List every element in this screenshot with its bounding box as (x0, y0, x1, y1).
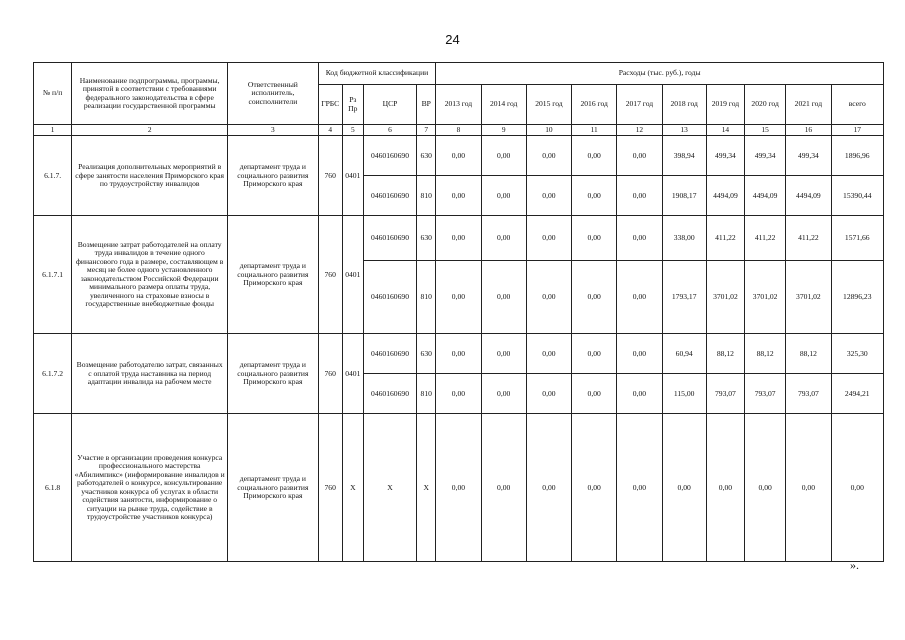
row-value: 0,00 (617, 334, 662, 374)
row-value: 499,34 (745, 136, 786, 176)
header-name: Наименование подпрограммы, программы, принятой в соответствии с требованиями федерального законодательства в сфере реализации государственной программы (72, 63, 228, 125)
row-value: 0,00 (526, 176, 571, 216)
row-executor: департамент труда и социального развития Приморского края (228, 414, 319, 562)
table-row (34, 216, 884, 261)
row-total: 2494,21 (831, 374, 883, 414)
row-value: 4494,09 (786, 176, 831, 216)
row-value: 499,34 (786, 136, 831, 176)
row-value: 1908,17 (662, 176, 706, 216)
row-value: 398,94 (662, 136, 706, 176)
header-executor: Ответственный исполнитель, соисполнители (228, 63, 319, 125)
row-value: 0,00 (706, 414, 744, 562)
row-value: 0,00 (526, 374, 571, 414)
column-number: 2 (72, 125, 228, 136)
header-year: 2013 год (436, 85, 481, 125)
row-value: 0,00 (436, 176, 481, 216)
column-number: 7 (417, 125, 436, 136)
closing-quote: ». (850, 558, 859, 572)
row-value: 0,00 (526, 414, 571, 562)
row-value: 0,00 (745, 414, 786, 562)
row-vr: 810 (417, 261, 436, 334)
row-value: 0,00 (481, 136, 526, 176)
column-number-row (34, 125, 884, 136)
row-value: 793,07 (706, 374, 744, 414)
row-number: 6.1.8 (34, 414, 72, 562)
header-csr: ЦСР (363, 85, 416, 125)
row-value: 0,00 (481, 176, 526, 216)
row-value: 793,07 (745, 374, 786, 414)
row-value: 338,00 (662, 216, 706, 261)
header-year: 2018 год (662, 85, 706, 125)
column-number: 4 (318, 125, 342, 136)
header-vr: ВР (417, 85, 436, 125)
header-total: всего (831, 85, 883, 125)
row-name: Реализация дополнительных мероприятий в сфере занятости населения Приморского края по трудоустройству инвалидов (72, 136, 228, 216)
row-value: 0,00 (526, 216, 571, 261)
header-year: 2020 год (745, 85, 786, 125)
row-rzpr: 0401 (342, 334, 363, 414)
header-num: № п/п (34, 63, 72, 125)
column-number: 11 (572, 125, 617, 136)
row-number: 6.1.7.1 (34, 216, 72, 334)
row-executor: департамент труда и социального развития Приморского края (228, 334, 319, 414)
header-year: 2017 год (617, 85, 662, 125)
header-year: 2019 год (706, 85, 744, 125)
header-year: 2016 год (572, 85, 617, 125)
row-rzpr: Х (342, 414, 363, 562)
row-value: 499,34 (706, 136, 744, 176)
row-value: 3701,02 (745, 261, 786, 334)
row-rzpr: 0401 (342, 136, 363, 216)
column-number: 12 (617, 125, 662, 136)
column-number: 13 (662, 125, 706, 136)
row-value: 0,00 (572, 176, 617, 216)
row-number: 6.1.7. (34, 136, 72, 216)
row-csr: Х (363, 414, 416, 562)
row-value: 3701,02 (706, 261, 744, 334)
row-value: 411,22 (706, 216, 744, 261)
row-value: 0,00 (572, 216, 617, 261)
row-value: 0,00 (436, 374, 481, 414)
row-value: 0,00 (572, 261, 617, 334)
row-total: 0,00 (831, 414, 883, 562)
column-number: 6 (363, 125, 416, 136)
row-name: Участие в организации проведения конкурса профессионального мастерства «Абилимпикс» (информирование инвалидов и работодателей о конкурсе, консультирование участников конкурса об услугах в области содействия занятости, информирование о ситуации на рынке труда, содействие в трудоустройстве участников конкурса) (72, 414, 228, 562)
row-value: 0,00 (526, 334, 571, 374)
row-grbs: 760 (318, 334, 342, 414)
row-grbs: 760 (318, 414, 342, 562)
row-vr: Х (417, 414, 436, 562)
row-value: 0,00 (526, 261, 571, 334)
row-name: Возмещение работодателю затрат, связанных с оплатой труда наставника на период адаптации инвалида на рабочем месте (72, 334, 228, 414)
row-vr: 630 (417, 216, 436, 261)
header-grbs: ГРБС (318, 85, 342, 125)
row-value: 411,22 (745, 216, 786, 261)
row-value: 0,00 (436, 216, 481, 261)
header-budget-code: Код бюджетной классификации (318, 63, 436, 85)
row-value: 0,00 (481, 334, 526, 374)
column-number: 15 (745, 125, 786, 136)
row-total: 325,30 (831, 334, 883, 374)
table-row (34, 334, 884, 374)
row-value: 0,00 (617, 374, 662, 414)
table-row (34, 136, 884, 176)
header-year: 2021 год (786, 85, 831, 125)
row-value: 115,00 (662, 374, 706, 414)
column-number: 3 (228, 125, 319, 136)
header-rzpr: Рз Пр (342, 85, 363, 125)
row-value: 0,00 (526, 136, 571, 176)
column-number: 16 (786, 125, 831, 136)
row-vr: 810 (417, 176, 436, 216)
column-number: 9 (481, 125, 526, 136)
row-csr: 0460160690 (363, 136, 416, 176)
header-year: 2014 год (481, 85, 526, 125)
row-value: 0,00 (436, 261, 481, 334)
row-value: 88,12 (706, 334, 744, 374)
row-value: 0,00 (617, 136, 662, 176)
budget-body (34, 136, 884, 562)
row-name: Возмещение затрат работодателей на оплату труда инвалидов в течение одного финансового года в размере, составляющем в месяц не более одного установленного законодательством Российской Федерации минимального размера оплаты труда, увеличенного на страховые взносы в государственные внебюджетные фонды (72, 216, 228, 334)
row-executor: департамент труда и социального развития Приморского края (228, 136, 319, 216)
row-grbs: 760 (318, 136, 342, 216)
row-value: 0,00 (572, 414, 617, 562)
row-value: 0,00 (572, 334, 617, 374)
row-total: 15390,44 (831, 176, 883, 216)
row-value: 0,00 (617, 414, 662, 562)
row-value: 4494,09 (706, 176, 744, 216)
row-value: 793,07 (786, 374, 831, 414)
column-number: 1 (34, 125, 72, 136)
column-number: 8 (436, 125, 481, 136)
row-value: 0,00 (481, 414, 526, 562)
row-value: 88,12 (745, 334, 786, 374)
row-value: 88,12 (786, 334, 831, 374)
row-csr: 0460160690 (363, 334, 416, 374)
row-value: 3701,02 (786, 261, 831, 334)
row-csr: 0460160690 (363, 374, 416, 414)
row-value: 0,00 (617, 176, 662, 216)
row-value: 0,00 (436, 414, 481, 562)
row-value: 0,00 (436, 136, 481, 176)
column-number: 14 (706, 125, 744, 136)
column-number: 17 (831, 125, 883, 136)
row-value: 0,00 (572, 136, 617, 176)
row-value: 0,00 (481, 216, 526, 261)
row-vr: 810 (417, 374, 436, 414)
row-value: 0,00 (572, 374, 617, 414)
column-number: 10 (526, 125, 571, 136)
row-csr: 0460160690 (363, 176, 416, 216)
row-rzpr: 0401 (342, 216, 363, 334)
row-total: 1571,66 (831, 216, 883, 261)
row-executor: департамент труда и социального развития Приморского края (228, 216, 319, 334)
budget-table (33, 62, 884, 562)
row-value: 411,22 (786, 216, 831, 261)
row-csr: 0460160690 (363, 216, 416, 261)
header-year: 2015 год (526, 85, 571, 125)
page-number: 24 (445, 32, 460, 47)
row-value: 0,00 (436, 334, 481, 374)
row-value: 0,00 (481, 261, 526, 334)
row-value: 1793,17 (662, 261, 706, 334)
row-total: 12896,23 (831, 261, 883, 334)
row-total: 1896,96 (831, 136, 883, 176)
row-value: 0,00 (786, 414, 831, 562)
row-vr: 630 (417, 334, 436, 374)
row-csr: 0460160690 (363, 261, 416, 334)
column-number: 5 (342, 125, 363, 136)
row-grbs: 760 (318, 216, 342, 334)
row-value: 0,00 (617, 261, 662, 334)
row-number: 6.1.7.2 (34, 334, 72, 414)
row-value: 4494,09 (745, 176, 786, 216)
row-vr: 630 (417, 136, 436, 176)
row-value: 60,94 (662, 334, 706, 374)
table-row (34, 414, 884, 562)
row-value: 0,00 (481, 374, 526, 414)
row-value: 0,00 (617, 216, 662, 261)
header-expenses: Расходы (тыс. руб.), годы (436, 63, 884, 85)
row-value: 0,00 (662, 414, 706, 562)
